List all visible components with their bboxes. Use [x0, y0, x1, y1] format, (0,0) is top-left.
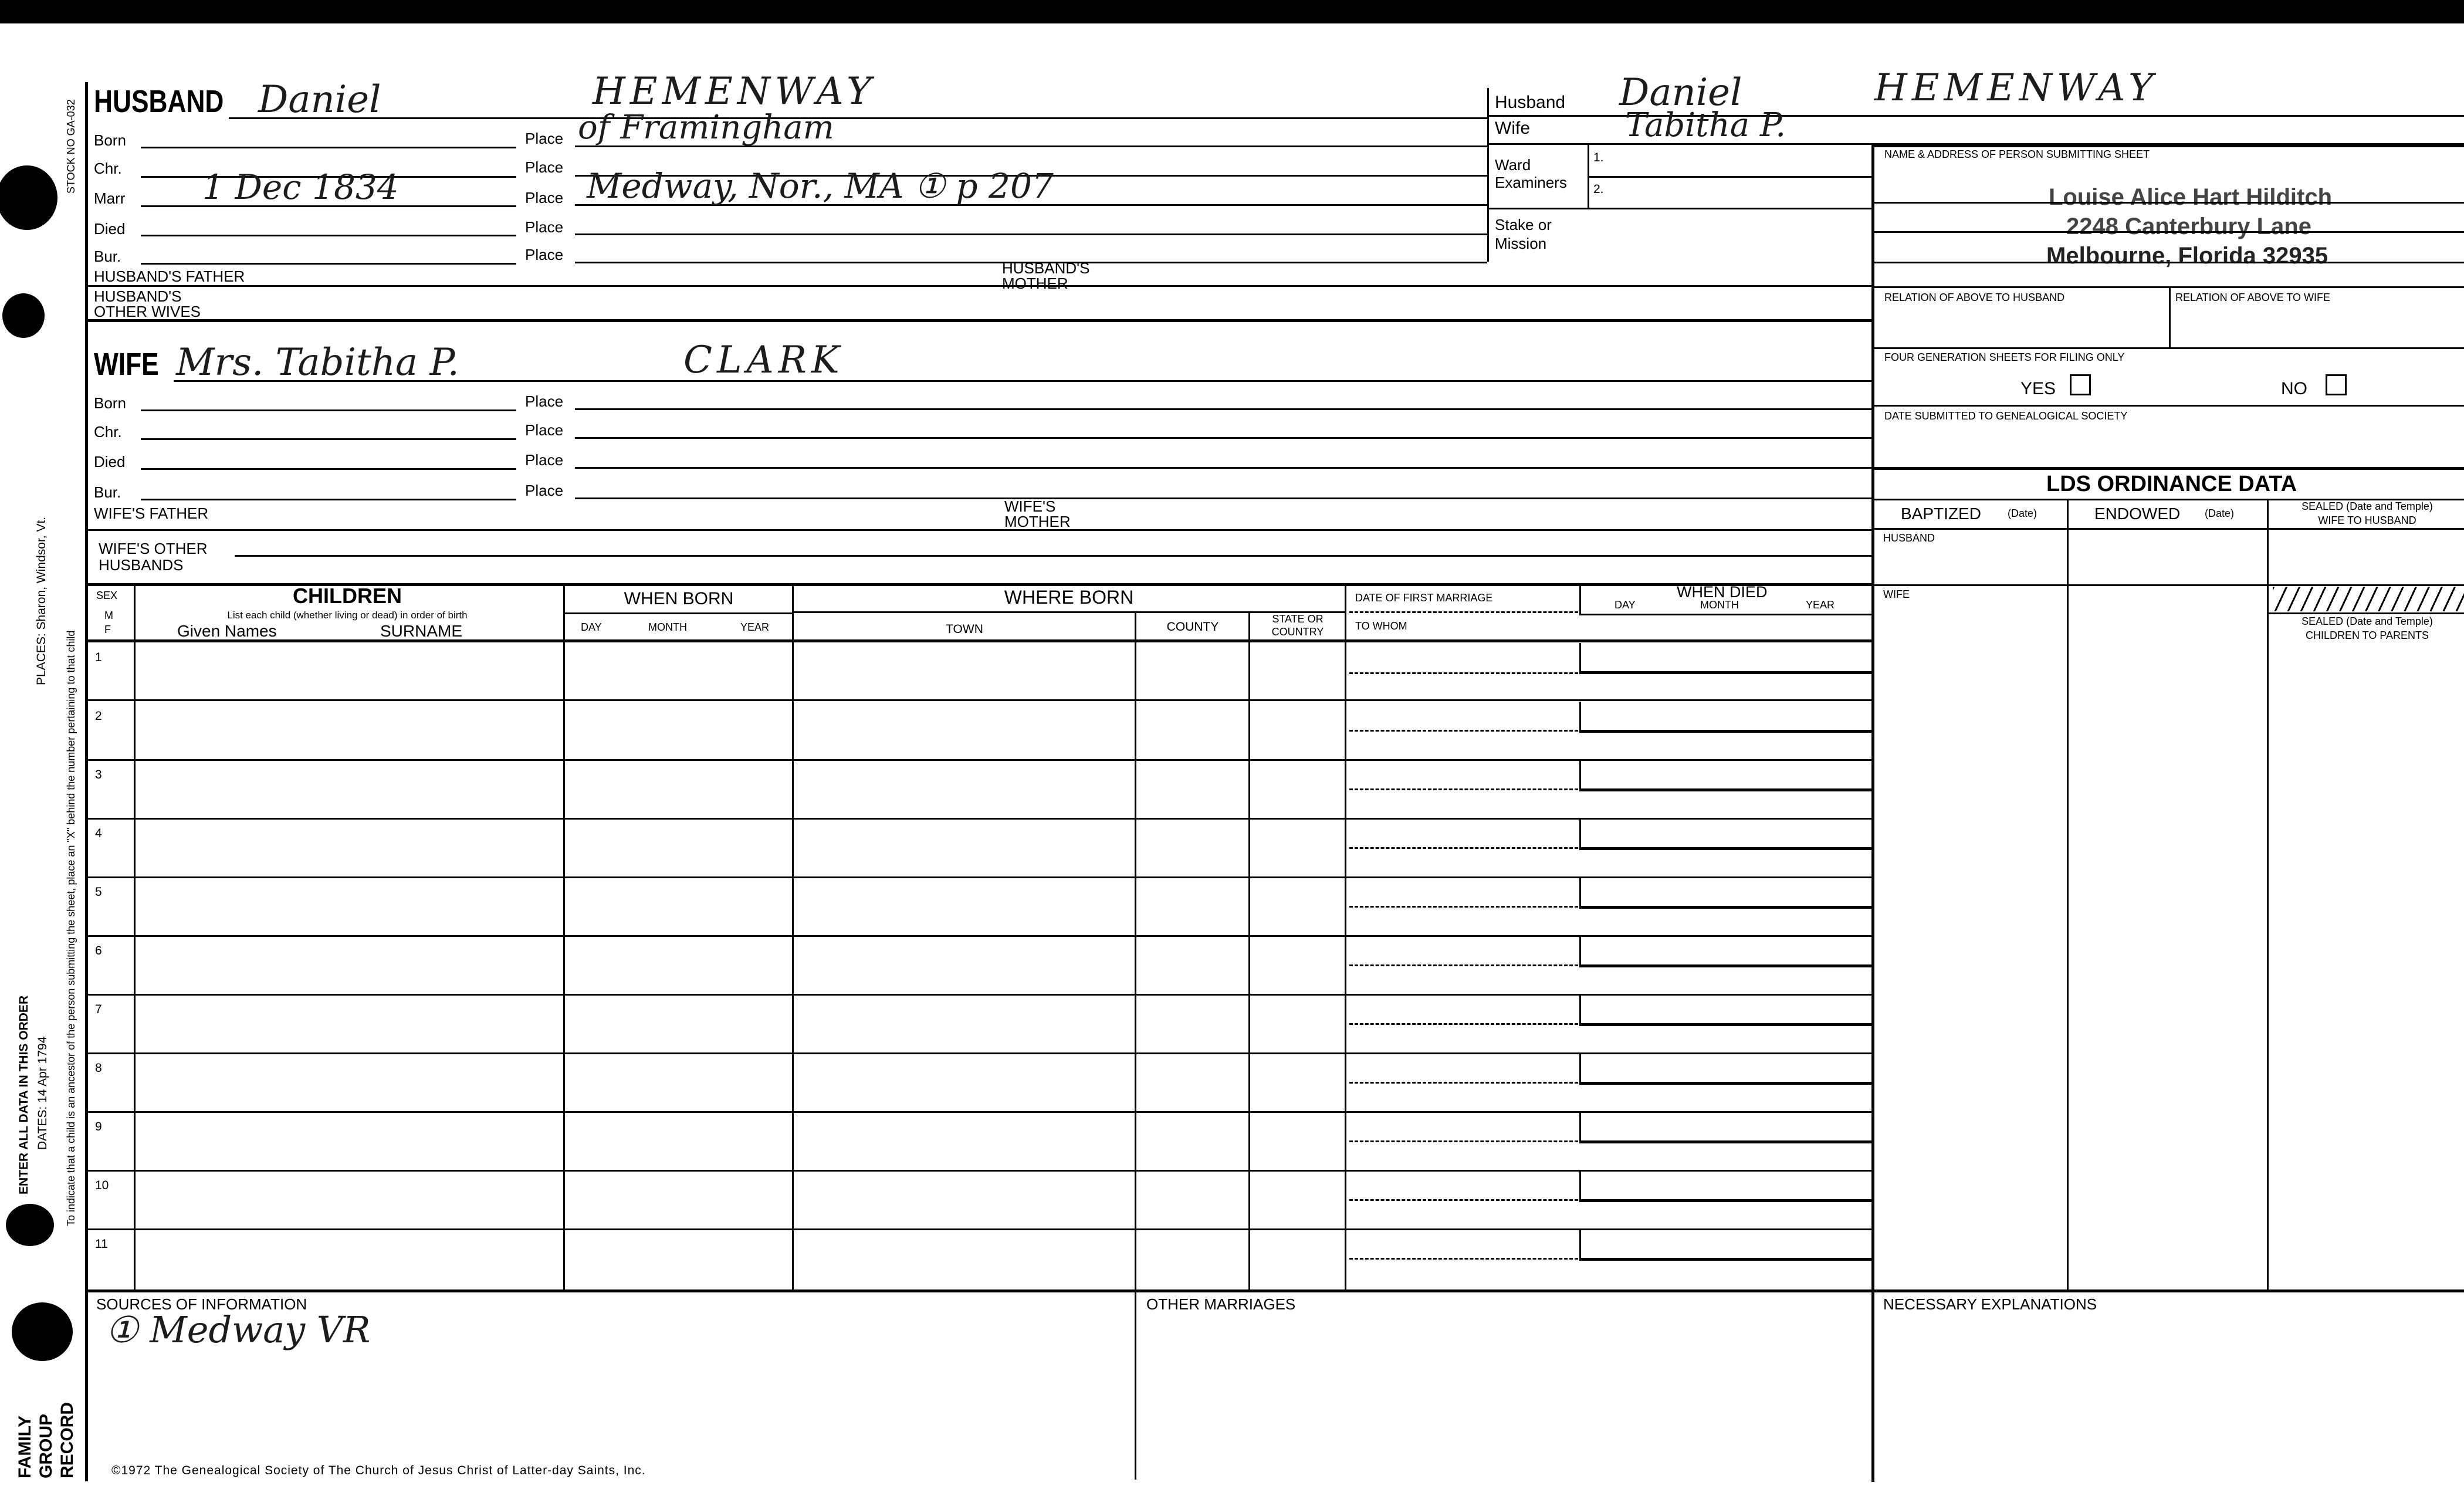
stock-number: STOCK NO GA-032 [65, 99, 77, 194]
wife-bur-label: Bur. [94, 483, 121, 501]
examiners-mid-line [1588, 176, 1871, 178]
form-title-group: GROUP [36, 1413, 56, 1478]
born-column-divider [792, 584, 794, 1291]
wife-mother-label-2: MOTHER [1004, 513, 1071, 530]
wife-chr-date-line [141, 438, 516, 440]
wife-heading: WIFE [94, 347, 159, 382]
husband-marr-place-value: Medway, Nor., MA ① p 207 [587, 166, 1054, 206]
husband-bur-label: Bur. [94, 248, 121, 265]
ward-label: Ward [1495, 156, 1531, 174]
yes-label: YES [2020, 379, 2056, 398]
no-label: NO [2281, 379, 2307, 398]
wife-parents-line [88, 529, 1871, 531]
husband-bur-place-label: Place [525, 246, 564, 263]
husband-mother-label-2: MOTHER [1002, 275, 1068, 292]
submitter-name: Louise Alice Hart Hilditch [2049, 184, 2333, 210]
no-checkbox[interactable] [2326, 374, 2347, 395]
born-day-label: DAY [581, 621, 602, 633]
husband-section-bottom [85, 319, 1871, 322]
sealed-wife-label-2: WIFE TO HUSBAND [2318, 515, 2416, 526]
right-husband-surname: HEMENWAY [1874, 66, 2158, 110]
relation-wife-label: RELATION OF ABOVE TO WIFE [2175, 292, 2331, 303]
examiners-label: Examiners [1495, 174, 1567, 191]
relation-divider [2169, 286, 2171, 347]
wife-born-place-line [575, 408, 1871, 410]
binder-hole [2, 293, 45, 338]
binder-hole [12, 1302, 73, 1361]
sources-value: ① Medway VR [106, 1308, 371, 1351]
submitter-line-1 [1874, 202, 2464, 204]
lds-title: LDS ORDINANCE DATA [2046, 472, 2297, 496]
husband-died-place-line [575, 233, 1487, 235]
husband-born-date-line [141, 147, 516, 148]
submitter-heading: NAME & ADDRESS OF PERSON SUBMITTING SHEET [1884, 148, 2150, 160]
born-year-label: YEAR [740, 621, 770, 633]
husband-marr-label: Marr [94, 189, 126, 207]
submitter-street: 2248 Canterbury Lane [2066, 214, 2311, 239]
sealed-hatch [2273, 587, 2464, 611]
wife-died-date-line [141, 468, 516, 470]
wife-other-husbands-label-1: WIFE'S OTHER [99, 540, 208, 557]
stake-label-2: Mission [1495, 235, 1547, 252]
wife-bur-place-line [575, 497, 1871, 499]
state-column-divider [1345, 584, 1346, 1291]
when-died-bottom [1579, 614, 1871, 615]
four-gen-bottom-line [1871, 405, 2464, 407]
died-month-label: MONTH [1700, 599, 1739, 611]
wife-bur-date-line [141, 499, 516, 500]
binder-hole [0, 165, 57, 230]
baptized-date-note: (Date) [2008, 507, 2037, 519]
husband-died-label: Died [94, 220, 126, 238]
husband-other-wives-label-1: HUSBAND'S [94, 287, 182, 305]
lds-divider-2 [2267, 499, 2269, 1291]
enter-all-data: ENTER ALL DATA IN THIS ORDER [17, 995, 31, 1194]
names-column-divider [563, 584, 565, 1291]
lds-wife-row: WIFE [1883, 588, 1910, 600]
right-husband-label: Husband [1495, 93, 1566, 112]
first-marriage-dash [1349, 611, 1578, 613]
county-label: COUNTY [1166, 620, 1219, 634]
form-title-record: RECORD [57, 1402, 77, 1478]
given-names-label: Given Names [177, 622, 277, 640]
submitter-line-2 [1874, 231, 2464, 233]
husband-chr-label: Chr. [94, 160, 122, 177]
to-whom-label: TO WHOM [1355, 620, 1407, 632]
places-instruction: PLACES: Sharon, Windsor, Vt. [35, 516, 48, 685]
examiner-1: 1. [1593, 151, 1604, 164]
where-born-label: WHERE BORN [1004, 587, 1134, 608]
husband-given-name: Daniel [258, 78, 381, 121]
submitter-bottom-line [1871, 286, 2464, 288]
state-label-1: STATE OR [1272, 613, 1324, 625]
state-label-2: COUNTRY [1271, 626, 1324, 638]
right-column-border [1871, 144, 1874, 1482]
husband-other-wives-label-2: OTHER WIVES [94, 303, 201, 320]
other-marriages-label: OTHER MARRIAGES [1146, 1295, 1296, 1313]
husband-marr-date-value: 1 Dec 1834 [202, 167, 399, 207]
husband-bur-date-line [141, 263, 516, 265]
necessary-explanations-label: NECESSARY EXPLANATIONS [1883, 1295, 2097, 1313]
wife-born-label: Born [94, 394, 126, 412]
children-heading: CHILDREN [293, 584, 402, 608]
copyright: ©1972 The Genealogical Society of The Church of Jesus Christ of Latter-day Saints, Inc. [111, 1464, 646, 1477]
husband-died-place-label: Place [525, 218, 564, 236]
wife-chr-label: Chr. [94, 423, 122, 441]
husband-parents-line [88, 285, 1871, 287]
town-column-divider [1135, 611, 1136, 1480]
relation-husband-label: RELATION OF ABOVE TO HUSBAND [1884, 292, 2065, 303]
endowed-label: ENDOWED [2094, 505, 2181, 523]
baptized-label: BAPTIZED [1901, 505, 1981, 523]
sealed-hatch-line [2267, 612, 2464, 614]
wife-died-label: Died [94, 453, 126, 471]
husband-father-label: HUSBAND'S FATHER [94, 268, 245, 285]
lds-husband-line [1871, 584, 2464, 586]
wife-born-place-label: Place [525, 392, 564, 410]
lds-husband-row: HUSBAND [1883, 532, 1935, 544]
wife-other-husbands-label-2: HUSBANDS [99, 556, 184, 574]
wife-father-label: WIFE'S FATHER [94, 505, 209, 522]
ancestor-instruction: To indicate that a child is an ancestor of the person submitting the sheet, place an "X" behind the number pertaining to that child [65, 630, 77, 1226]
submitter-line-3 [1874, 262, 2464, 263]
husband-mother-label-1: HUSBAND'S [1002, 259, 1090, 277]
endowed-date-note: (Date) [2205, 507, 2235, 519]
right-wife-name: Tabitha P. [1625, 106, 1786, 144]
dates-instruction: DATES: 14 Apr 1794 [36, 1036, 49, 1150]
husband-born-place-label: Place [525, 130, 564, 147]
right-wife-label: Wife [1495, 119, 1530, 138]
wife-given-name: Mrs. Tabitha P. [176, 341, 459, 384]
left-border [85, 82, 88, 1481]
relation-bottom-line [1871, 347, 2464, 349]
surname-label: SURNAME [380, 622, 463, 640]
when-died-label: WHEN DIED [1677, 583, 1768, 601]
sex-m-label: M [104, 610, 113, 621]
when-born-label: WHEN BORN [624, 589, 734, 608]
died-day-label: DAY [1615, 599, 1636, 611]
lds-header-line [1871, 528, 2464, 530]
stake-label-1: Stake or [1495, 216, 1552, 233]
examiner-2: 2. [1593, 182, 1604, 196]
wife-died-place-label: Place [525, 451, 564, 469]
children-table-bottom [85, 1289, 2464, 1292]
husband-surname: HEMENWAY [593, 70, 876, 113]
wife-bur-place-label: Place [525, 482, 564, 499]
sealed-children-label-2: CHILDREN TO PARENTS [2305, 629, 2429, 641]
wife-chr-place-line [575, 437, 1871, 439]
lds-divider-1 [2067, 499, 2069, 1291]
husband-marr-place-label: Place [525, 189, 564, 207]
husband-died-date-line [141, 235, 516, 236]
top-border [0, 0, 2464, 23]
wife-other-husbands-line [235, 555, 1871, 557]
sealed-children-label-1: SEALED (Date and Temple) [2301, 615, 2433, 627]
date-submitted-label: DATE SUBMITTED TO GENEALOGICAL SOCIETY [1884, 410, 2128, 422]
sex-f-label: F [104, 624, 111, 635]
when-died-left [1579, 584, 1581, 615]
born-month-label: MONTH [648, 621, 687, 633]
sex-column-divider [134, 584, 136, 1291]
county-column-divider [1248, 611, 1250, 1291]
first-marriage-label: DATE OF FIRST MARRIAGE [1355, 592, 1493, 604]
binder-hole [6, 1204, 54, 1246]
lds-top-line [1871, 467, 2464, 470]
husband-name-line [229, 117, 1487, 119]
children-note: List each child (whether living or dead) in order of birth [227, 610, 468, 621]
form-title-family: FAMILY [15, 1415, 35, 1478]
submitter-top-line [1871, 144, 2464, 147]
right-husband-given: Daniel [1619, 71, 1742, 114]
husband-chr-place-label: Place [525, 158, 564, 176]
examiners-bottom-line [1487, 208, 1871, 209]
husband-born-label: Born [94, 131, 126, 149]
died-year-label: YEAR [1806, 599, 1835, 611]
sex-label: SEX [96, 590, 118, 601]
wife-born-date-line [141, 409, 516, 411]
right-box-divider [1487, 88, 1489, 262]
wife-surname: CLARK [683, 339, 844, 382]
yes-checkbox[interactable] [2070, 374, 2091, 395]
husband-born-place-value: of Framingham [578, 109, 834, 147]
children-header-bottom [85, 639, 1871, 642]
four-generation-label: FOUR GENERATION SHEETS FOR FILING ONLY [1884, 351, 2125, 363]
wife-chr-place-label: Place [525, 421, 564, 439]
where-born-sub-line [793, 611, 1345, 613]
sources-label: SOURCES OF INFORMATION [96, 1295, 307, 1313]
wife-mother-label-1: WIFE'S [1004, 497, 1056, 515]
submitter-city: Melbourne, Florida 32935 [2046, 243, 2328, 269]
town-label: TOWN [946, 622, 983, 636]
wife-died-place-line [575, 467, 1871, 469]
sealed-wife-label-1: SEALED (Date and Temple) [2301, 500, 2433, 512]
husband-heading: HUSBAND [94, 84, 224, 119]
when-born-sub-line [564, 612, 792, 614]
